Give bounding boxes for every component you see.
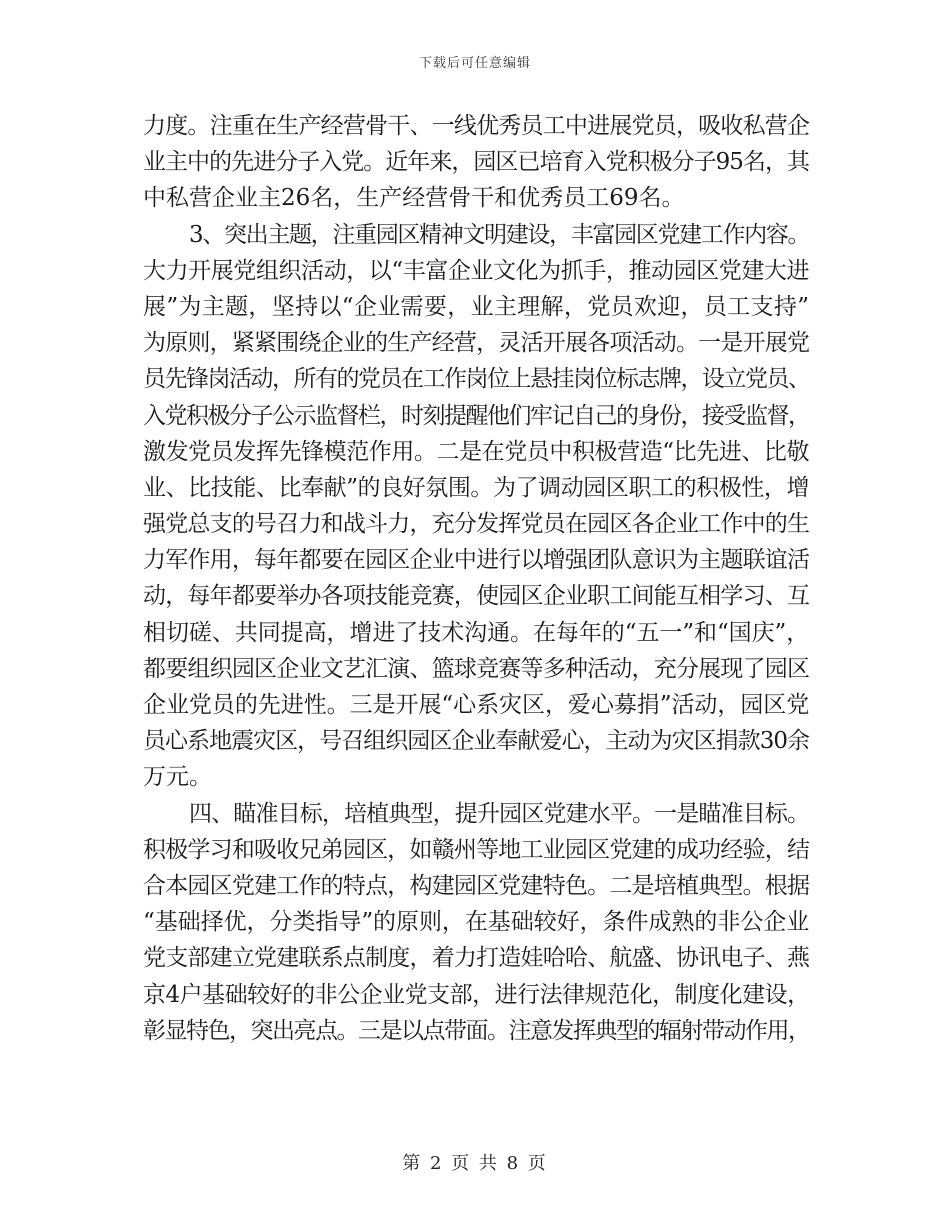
text-line: 中私营企业主26名，生产经营骨干和优秀员工69名。 bbox=[143, 185, 685, 212]
text-line: 党支部建立党建联系点制度，着力打造娃哈哈、航盛、协讯电子、燕 bbox=[143, 945, 809, 972]
text-line: 都要组织园区企业文艺汇演、篮球竞赛等多种活动，充分展现了园区 bbox=[143, 655, 809, 682]
text-line: 为原则，紧紧围绕企业的生产经营，灵活开展各项活动。一是开展党 bbox=[143, 330, 809, 357]
document-body bbox=[143, 108, 809, 1049]
text-line: “基础择优，分类指导”的原则，在基础较好，条件成熟的非公企业 bbox=[143, 909, 809, 936]
text-line: 业、比技能、比奉献”的良好氛围。为了调动园区职工的积极性，增 bbox=[143, 474, 809, 501]
paragraph-first-line: 四、瞄准目标，培植典型，提升园区党建水平。一是瞄准目标。 bbox=[189, 800, 809, 827]
page-header: 下载后可任意编辑 bbox=[418, 56, 531, 71]
text-line: 积极学习和吸收兄弟园区，如赣州等地工业园区党建的成功经验，结 bbox=[143, 836, 809, 863]
text-line: 展”为主题，坚持以“企业需要，业主理解，党员欢迎，员工支持” bbox=[143, 293, 809, 320]
text-line: 企业党员的先进性。三是开展“心系灾区，爱心募捐”活动，园区党 bbox=[143, 692, 809, 718]
text-line: 力军作用，每年都要在园区企业中进行以增强团队意识为主题联谊活 bbox=[143, 547, 809, 574]
text-line: 员先锋岗活动，所有的党员在工作岗位上悬挂岗位标志牌，设立党员、 bbox=[143, 366, 810, 393]
text-line: 力度。注重在生产经营骨干、一线优秀员工中进展党员，吸收私营企 bbox=[143, 113, 809, 139]
paragraph-first-line: 3、突出主题，注重园区精神文明建设，丰富园区党建工作内容。 bbox=[189, 221, 809, 248]
text-line: 彰显特色，突出亮点。三是以点带面。注意发挥典型的辐射带动作用， bbox=[143, 1017, 810, 1044]
text-line: 大力开展党组织活动，以“丰富企业文化为抓手，推动园区党建大进 bbox=[143, 257, 809, 284]
text-line: 强党总支的号召力和战斗力，充分发挥党员在园区各企业工作中的生 bbox=[143, 511, 809, 538]
text-line: 激发党员发挥先锋模范作用。二是在党员中积极营造“比先进、比敬 bbox=[143, 438, 809, 465]
text-line: 员心系地震灾区，号召组织园区企业奉献爱心，主动为灾区捐款30余 bbox=[143, 728, 809, 755]
page-number: 第 2 页 共 8 页 bbox=[402, 1153, 548, 1174]
text-line: 合本园区党建工作的特点，构建园区党建特色。二是培植典型。根据 bbox=[143, 872, 809, 899]
text-line: 动，每年都要举办各项技能竞赛，使园区企业职工间能互相学习、互 bbox=[143, 583, 809, 610]
text-line: 京4户基础较好的非公企业党支部，进行法律规范化，制度化建设， bbox=[143, 981, 810, 1008]
text-line: 业主中的先进分子入党。近年来，园区已培育入党积极分子95名，其 bbox=[143, 149, 809, 176]
text-line: 相切磋、共同提高，增进了技术沟通。在每年的“五一”和“国庆”， bbox=[143, 619, 809, 646]
text-line: 万元。 bbox=[143, 764, 212, 791]
text-line: 入党积极分子公示监督栏，时刻提醒他们牢记自己的身份，接受监督， bbox=[143, 402, 810, 429]
